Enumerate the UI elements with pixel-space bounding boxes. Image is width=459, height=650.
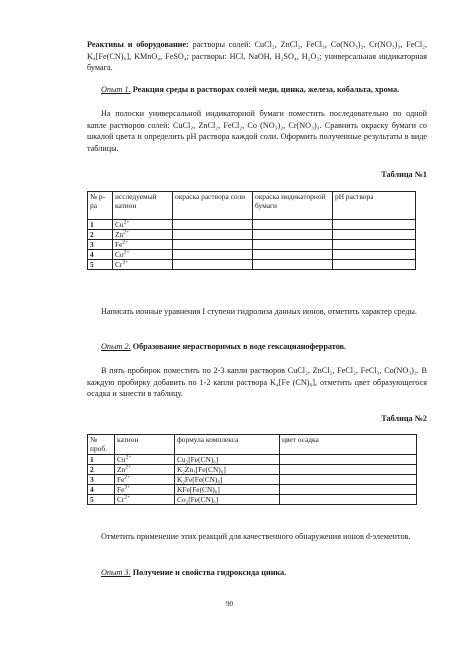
after-table2-text: Отметить применение этих реакций для качественного обнаружения ионов d-элементов. [101,532,411,541]
exp2-title: Образование нерастворимых в воде гексацианоферратов. [132,342,347,351]
table1-cation-cell [113,240,173,250]
table1-header-cell: № р-ра [88,192,113,220]
cation-charge: 3+ [124,484,131,491]
table-row [88,220,416,230]
table2-formula-cell: Cu₂[Fe(CN)₆] [175,455,280,465]
exp1-title: Реакция среды в растворах солей меди, цинка, железа, кобальта, хрома. [132,85,400,94]
cation-symbol: Zn [117,465,126,474]
table2-cation-cell [115,465,175,475]
table1-header-cell: окраска раствора соли [173,192,253,220]
cation-symbol: Fe [115,240,123,249]
exp2-label: Опыт 2. [101,342,131,351]
exp1-heading [87,84,427,96]
table1-empty-cell [333,260,416,270]
reagents-text: растворы солей: CuCl₂, ZnCl₂, FeCl₃, Co(NO₃)₂, Cr(NO₃)₃, FeCl₂, K₄[Fe(CN)₆], KMnO₄, FeSO₄; растворы: HCl, NaOH, H₂SO₄, H₂O₂; универсальная индикаторная бумага. [87,40,427,73]
table1-num-cell: 2 [88,230,113,240]
table1-empty-cell [333,250,416,260]
table2-num-cell: 1 [88,455,115,465]
table2-formula-cell: KFe[Fe(CN)₆] [175,485,280,495]
table2-header-cell: катион [115,435,175,455]
cation-charge: 2+ [124,494,131,501]
table-row [88,485,417,495]
table1-empty-cell [173,260,253,270]
table2-formula-cell: Co₂[Fe(CN)₆] [175,495,280,505]
table1-num-cell: 3 [88,240,113,250]
table1-cation-cell [113,230,173,240]
cation-charge: 2+ [125,464,132,471]
table2 [87,434,417,505]
table1-cation-cell [113,260,173,270]
after-table1-text: Написать ионные уравнения I ступени гидролиза данных ионов, отметить характер среды. [101,307,417,316]
table2-formula-cell: K₂Fe[Fe(CN)₆] [175,475,280,485]
exp3-label: Опыт 3. [101,568,131,577]
cation-symbol: Cu [115,220,124,229]
table1-empty-cell [253,220,333,230]
table2-empty-cell [280,465,417,475]
table2-num-cell: 3 [88,475,115,485]
cation-charge: 2+ [123,219,130,226]
exp2-text: В пять пробирок поместить по 2-3 капли растворов CuCl₂, ZnCl₂, FeCl₂, FeCl₃, Co(NO₃)₂. В каждую пробирку добавить по 1-2 капли раствора K₄[Fe (CN)₆], отметить цвет образующегося осадка и занести в таблицу. [87,366,427,399]
cation-symbol: Fe [117,485,125,494]
table2-num-cell: 5 [88,495,115,505]
cation-symbol: Zn [115,230,124,239]
table1-empty-cell [173,220,253,230]
reagents-label: Реактивы и оборудование: [87,40,189,49]
exp1-label: Опыт 1. [101,85,131,94]
table1-num-cell: 1 [88,220,113,230]
table2-cation-cell [115,455,175,465]
table2-cation-cell [115,485,175,495]
table2-cation-cell [115,475,175,485]
table2-header-cell: формула комплекса [175,435,280,455]
table1-num-cell: 4 [88,250,113,260]
table2-empty-cell [280,495,417,505]
table1-header-row [88,192,416,220]
table1-header-cell: исследуемый катион [113,192,173,220]
table-row [88,230,416,240]
exp3-title: Получение и свойства гидроксида цинка. [132,568,287,577]
table1-empty-cell [253,260,333,270]
table1-empty-cell [173,250,253,260]
reagents-paragraph [87,39,427,74]
table1-empty-cell [253,250,333,260]
table2-formula-cell: K₂Zn₃[Fe(CN)₆] [175,465,280,475]
cation-charge: 2+ [124,474,131,481]
table1-caption: Таблица №1 [381,170,427,179]
table1-empty-cell [333,240,416,250]
table1-empty-cell [253,240,333,250]
cation-symbol: Co [115,250,124,259]
exp2-heading [87,341,427,353]
table1-num-cell: 5 [88,260,113,270]
table1-empty-cell [173,230,253,240]
cation-symbol: Cr [117,495,125,504]
table1-empty-cell [173,240,253,250]
table1-empty-cell [333,230,416,240]
table-row [88,475,417,485]
cation-symbol: Cu [117,455,126,464]
table1-header-cell: окраска индикаторной бумаги [253,192,333,220]
table2-cation-cell [115,495,175,505]
table1-empty-cell [333,220,416,230]
table-row [88,250,416,260]
table-row [88,465,417,475]
table-row [88,240,416,250]
table2-num-cell: 4 [88,485,115,495]
table1 [87,191,416,270]
table-row [88,495,417,505]
table1-cation-cell [113,220,173,230]
table2-header-row [88,435,417,455]
cation-charge: 2+ [125,454,132,461]
table2-empty-cell [280,455,417,465]
cation-symbol: Fe [117,475,125,484]
table1-cation-cell [113,250,173,260]
table2-header-cell: № проб. [88,435,115,455]
exp3-heading [87,567,427,579]
cation-charge: 2+ [123,249,130,256]
cation-symbol: Cr [115,260,123,269]
table-row [88,455,417,465]
cation-charge: 2+ [122,239,129,246]
table2-caption: Таблица №2 [381,414,427,423]
table2-num-cell: 2 [88,465,115,475]
table1-empty-cell [253,230,333,240]
exp1-text: На полоски универсальной индикаторной бумаги поместить последовательно по одной капле растворов солей: CuCl₂, ZnCl₂, FeCl₂, Co (NO₃)₂, Cr(NO₃)₃. Сравнить окраску бумаги со шкалой цвета и определить pH раствора каждой соли. Оформить полученные результаты в виде таблицы. [87,109,427,153]
table1-header-cell: pH раствора [333,192,416,220]
table-row [88,260,416,270]
cation-charge: 3+ [122,259,129,266]
table2-empty-cell [280,485,417,495]
table2-empty-cell [280,475,417,485]
cation-charge: 2+ [123,229,130,236]
page-number: 90 [226,600,233,608]
table2-header-cell: цвет осадка [280,435,417,455]
